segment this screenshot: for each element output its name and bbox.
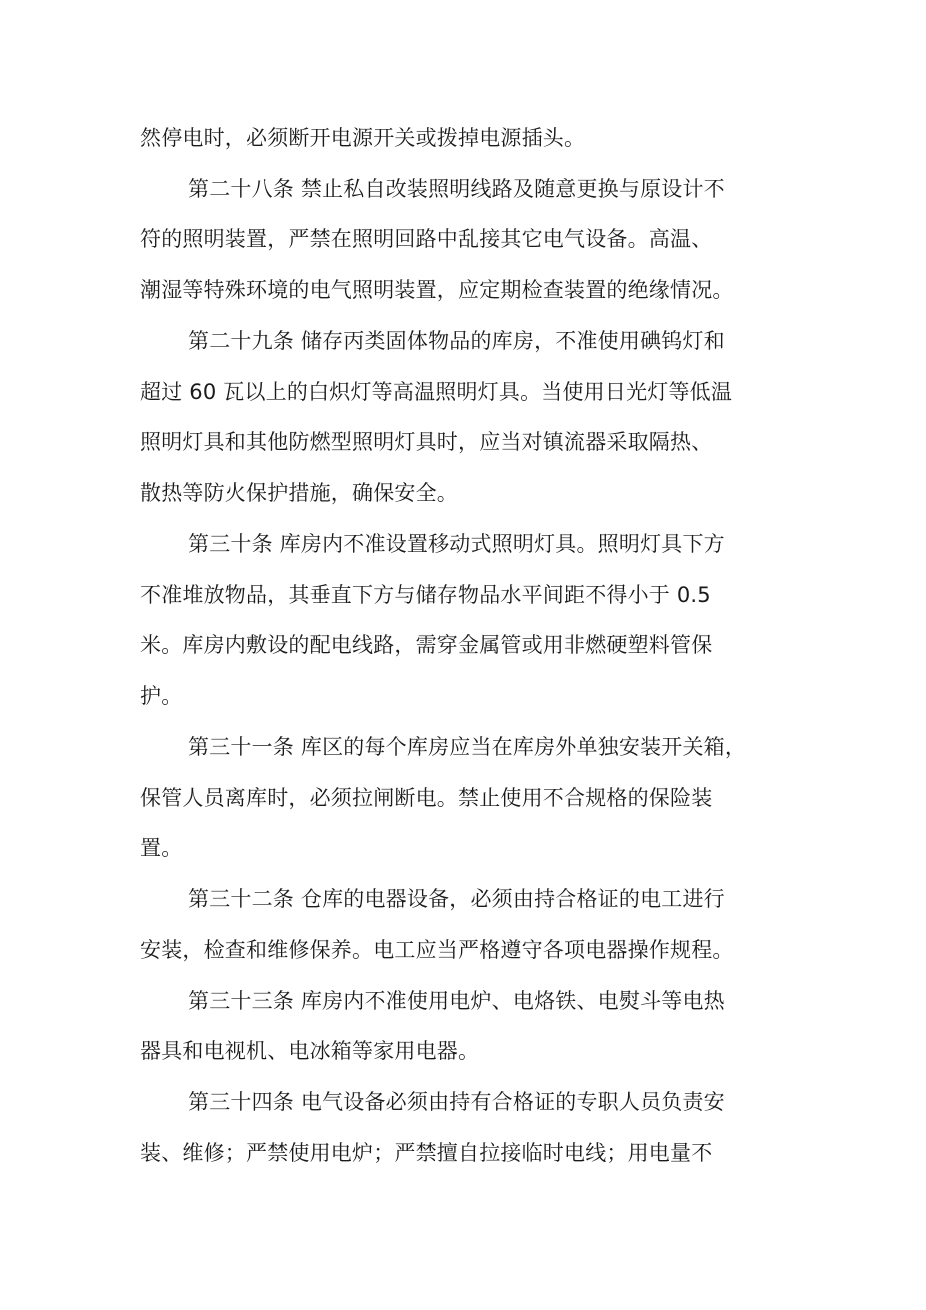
text-line: 护。 <box>140 684 183 708</box>
article-29-heading-line: 第二十九条 储存丙类固体物品的库房，不准使用碘钨灯和 <box>188 329 725 353</box>
text-line: 不准堆放物品，其垂直下方与储存物品水平间距不得小于 0.5 <box>140 583 711 607</box>
text-line: 保管人员离库时，必须拉闸断电。禁止使用不合规格的保险装 <box>140 786 713 810</box>
article-33-heading-line: 第三十三条 库房内不准使用电炉、电烙铁、电熨斗等电热 <box>188 989 725 1013</box>
article-32-heading-line: 第三十二条 仓库的电器设备，必须由持合格证的电工进行 <box>188 887 725 911</box>
article-30-heading-line: 第三十条 库房内不准设置移动式照明灯具。照明灯具下方 <box>188 532 725 556</box>
text-line: 器具和电视机、电冰箱等家用电器。 <box>140 1039 480 1063</box>
article-28-heading-line: 第二十八条 禁止私自改装照明线路及随意更换与原设计不 <box>188 177 725 201</box>
text-line: 然停电时，必须断开电源开关或拨掉电源插头。 <box>140 126 586 150</box>
text-line: 超过 60 瓦以上的白炽灯等高温照明灯具。当使用日光灯等低温 <box>140 380 733 404</box>
article-31-heading-line: 第三十一条 库区的每个库房应当在库房外单独安装开关箱， <box>188 735 747 759</box>
text-line: 米。库房内敷设的配电线路，需穿金属管或用非燃硬塑料管保 <box>140 633 713 657</box>
article-34-heading-line: 第三十四条 电气设备必须由持有合格证的专职人员负责安 <box>188 1090 725 1114</box>
text-line: 照明灯具和其他防燃型照明灯具时，应当对镇流器采取隔热、 <box>140 430 713 454</box>
text-line: 置。 <box>140 836 183 860</box>
text-line: 安装，检查和维修保养。电工应当严格遵守各项电器操作规程。 <box>140 938 734 962</box>
text-line: 潮湿等特殊环境的电气照明装置，应定期检查装置的绝缘情况。 <box>140 278 734 302</box>
text-line: 符的照明装置，严禁在照明回路中乱接其它电气设备。高温、 <box>140 227 713 251</box>
text-line: 散热等防火保护措施，确保安全。 <box>140 481 458 505</box>
text-line: 装、维修；严禁使用电炉；严禁擅自拉接临时电线；用电量不 <box>140 1141 713 1165</box>
